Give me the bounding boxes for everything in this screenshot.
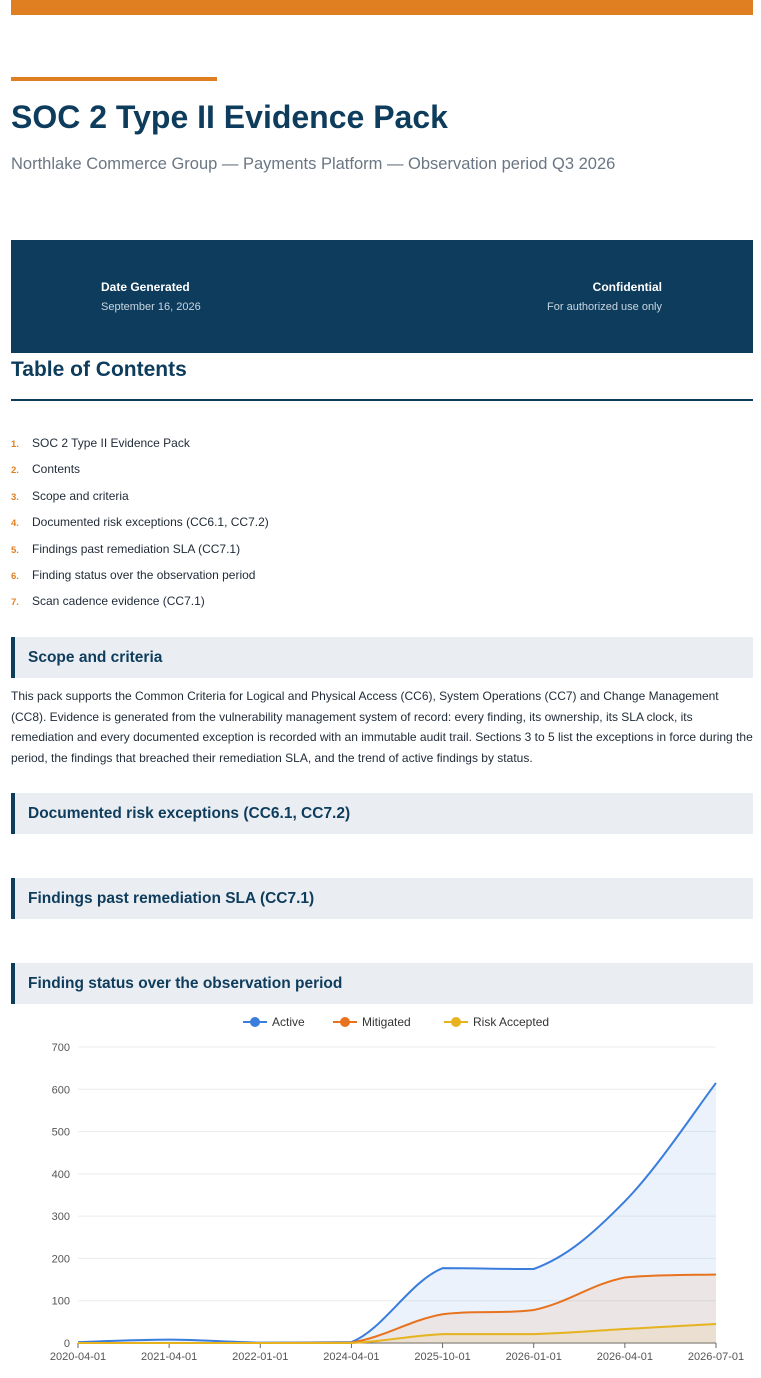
x-tick-label: 2021-04-01 xyxy=(141,1351,198,1363)
section-heading-sla xyxy=(11,878,753,919)
y-tick-label: 300 xyxy=(51,1211,70,1224)
toc-divider xyxy=(11,399,753,401)
section-heading-scope xyxy=(11,637,753,678)
page-title: SOC 2 Type II Evidence Pack xyxy=(11,99,448,135)
y-tick-label: 500 xyxy=(51,1126,70,1139)
toc-item-number: 5. xyxy=(11,544,19,556)
toc-item[interactable] xyxy=(11,515,753,541)
legend-label-mitigated: Mitigated xyxy=(362,1015,411,1029)
toc-item[interactable] xyxy=(11,489,753,515)
chart-svg xyxy=(11,1008,761,1378)
confidential-value: For authorized use only xyxy=(547,301,662,313)
toc-item-number: 2. xyxy=(11,465,19,477)
section-heading-exceptions xyxy=(11,793,753,834)
legend-marker-risk-accepted xyxy=(451,1017,461,1027)
x-tick-label: 2026-04-01 xyxy=(596,1351,653,1363)
toc-item-label: Contents xyxy=(32,462,81,477)
legend-label-risk-accepted: Risk Accepted xyxy=(473,1015,550,1029)
toc-item[interactable] xyxy=(11,462,753,488)
x-tick-label: 2024-04-01 xyxy=(323,1351,380,1363)
toc-item-number: 3. xyxy=(11,491,19,503)
y-tick-label: 400 xyxy=(51,1168,70,1181)
title-accent-rule xyxy=(11,77,217,81)
toc-item-label: SOC 2 Type II Evidence Pack xyxy=(32,436,190,450)
y-tick-label: 600 xyxy=(51,1084,70,1097)
section-title: Documented risk exceptions (CC6.1, CC7.2) xyxy=(28,805,351,822)
toc-item[interactable] xyxy=(11,542,753,568)
toc-item-label: Finding status over the observation period xyxy=(32,567,256,582)
y-tick-label: 0 xyxy=(63,1338,70,1350)
legend-marker-mitigated xyxy=(340,1017,350,1027)
date-generated-block xyxy=(101,280,201,313)
scope-paragraph: This pack supports the Common Criteria for Logical and Physical Access (CC6), System Operations (CC7) and Change Management (CC8). Evidence is generated from the vulnerability management system of record: every finding, its ownership, its SLA clock, its remediation and every documented exception is recorded with an immutable audit trail. Sections 3 to 5 list the exceptions in force during the period, the findings that breached their remediation SLA, and the trend of active findings by status. xyxy=(11,689,753,765)
page-subtitle: Northlake Commerce Group — Payments Platform — Observation period Q3 2026 xyxy=(11,155,616,173)
section-title: Finding status over the observation period xyxy=(28,975,343,992)
x-tick-label: 2026-07-01 xyxy=(687,1351,745,1363)
confidential-block xyxy=(547,280,662,313)
info-banner xyxy=(11,240,753,353)
x-tick-label: 2020-04-01 xyxy=(49,1351,107,1363)
toc-item[interactable] xyxy=(11,594,753,620)
section-title: Scope and criteria xyxy=(28,649,163,666)
toc-item-number: 4. xyxy=(11,518,19,530)
toc-item[interactable] xyxy=(11,568,753,594)
x-tick-label: 2025-10-01 xyxy=(414,1351,471,1363)
legend-marker-active xyxy=(250,1017,260,1027)
toc-item-label: Scope and criteria xyxy=(32,488,129,503)
y-tick-label: 100 xyxy=(51,1295,70,1308)
toc-item-number: 7. xyxy=(11,597,19,609)
y-tick-label: 700 xyxy=(51,1042,70,1054)
x-tick-label: 2026-01-01 xyxy=(505,1351,562,1363)
toc-list xyxy=(11,436,753,621)
date-generated-value: September 16, 2026 xyxy=(101,301,201,313)
y-tick-label: 200 xyxy=(51,1253,70,1266)
finding-status-chart xyxy=(11,1008,761,1378)
toc-item[interactable] xyxy=(11,436,753,462)
toc-item-number: 1. xyxy=(11,439,19,450)
section-heading-status xyxy=(11,963,753,1004)
confidential-label: Confidential xyxy=(592,280,662,294)
toc-item-label: Scan cadence evidence (CC7.1) xyxy=(32,594,205,609)
top-accent-bar xyxy=(11,0,753,15)
toc-title: Table of Contents xyxy=(11,358,187,381)
toc-item-label: Findings past remediation SLA (CC7.1) xyxy=(32,541,241,556)
toc-item-number: 6. xyxy=(11,570,19,582)
section-title: Findings past remediation SLA (CC7.1) xyxy=(28,890,315,907)
date-generated-label: Date Generated xyxy=(101,280,190,294)
x-tick-label: 2022-01-01 xyxy=(232,1351,289,1363)
toc-item-label: Documented risk exceptions (CC6.1, CC7.2) xyxy=(32,515,269,530)
legend-label-active: Active xyxy=(272,1015,305,1029)
